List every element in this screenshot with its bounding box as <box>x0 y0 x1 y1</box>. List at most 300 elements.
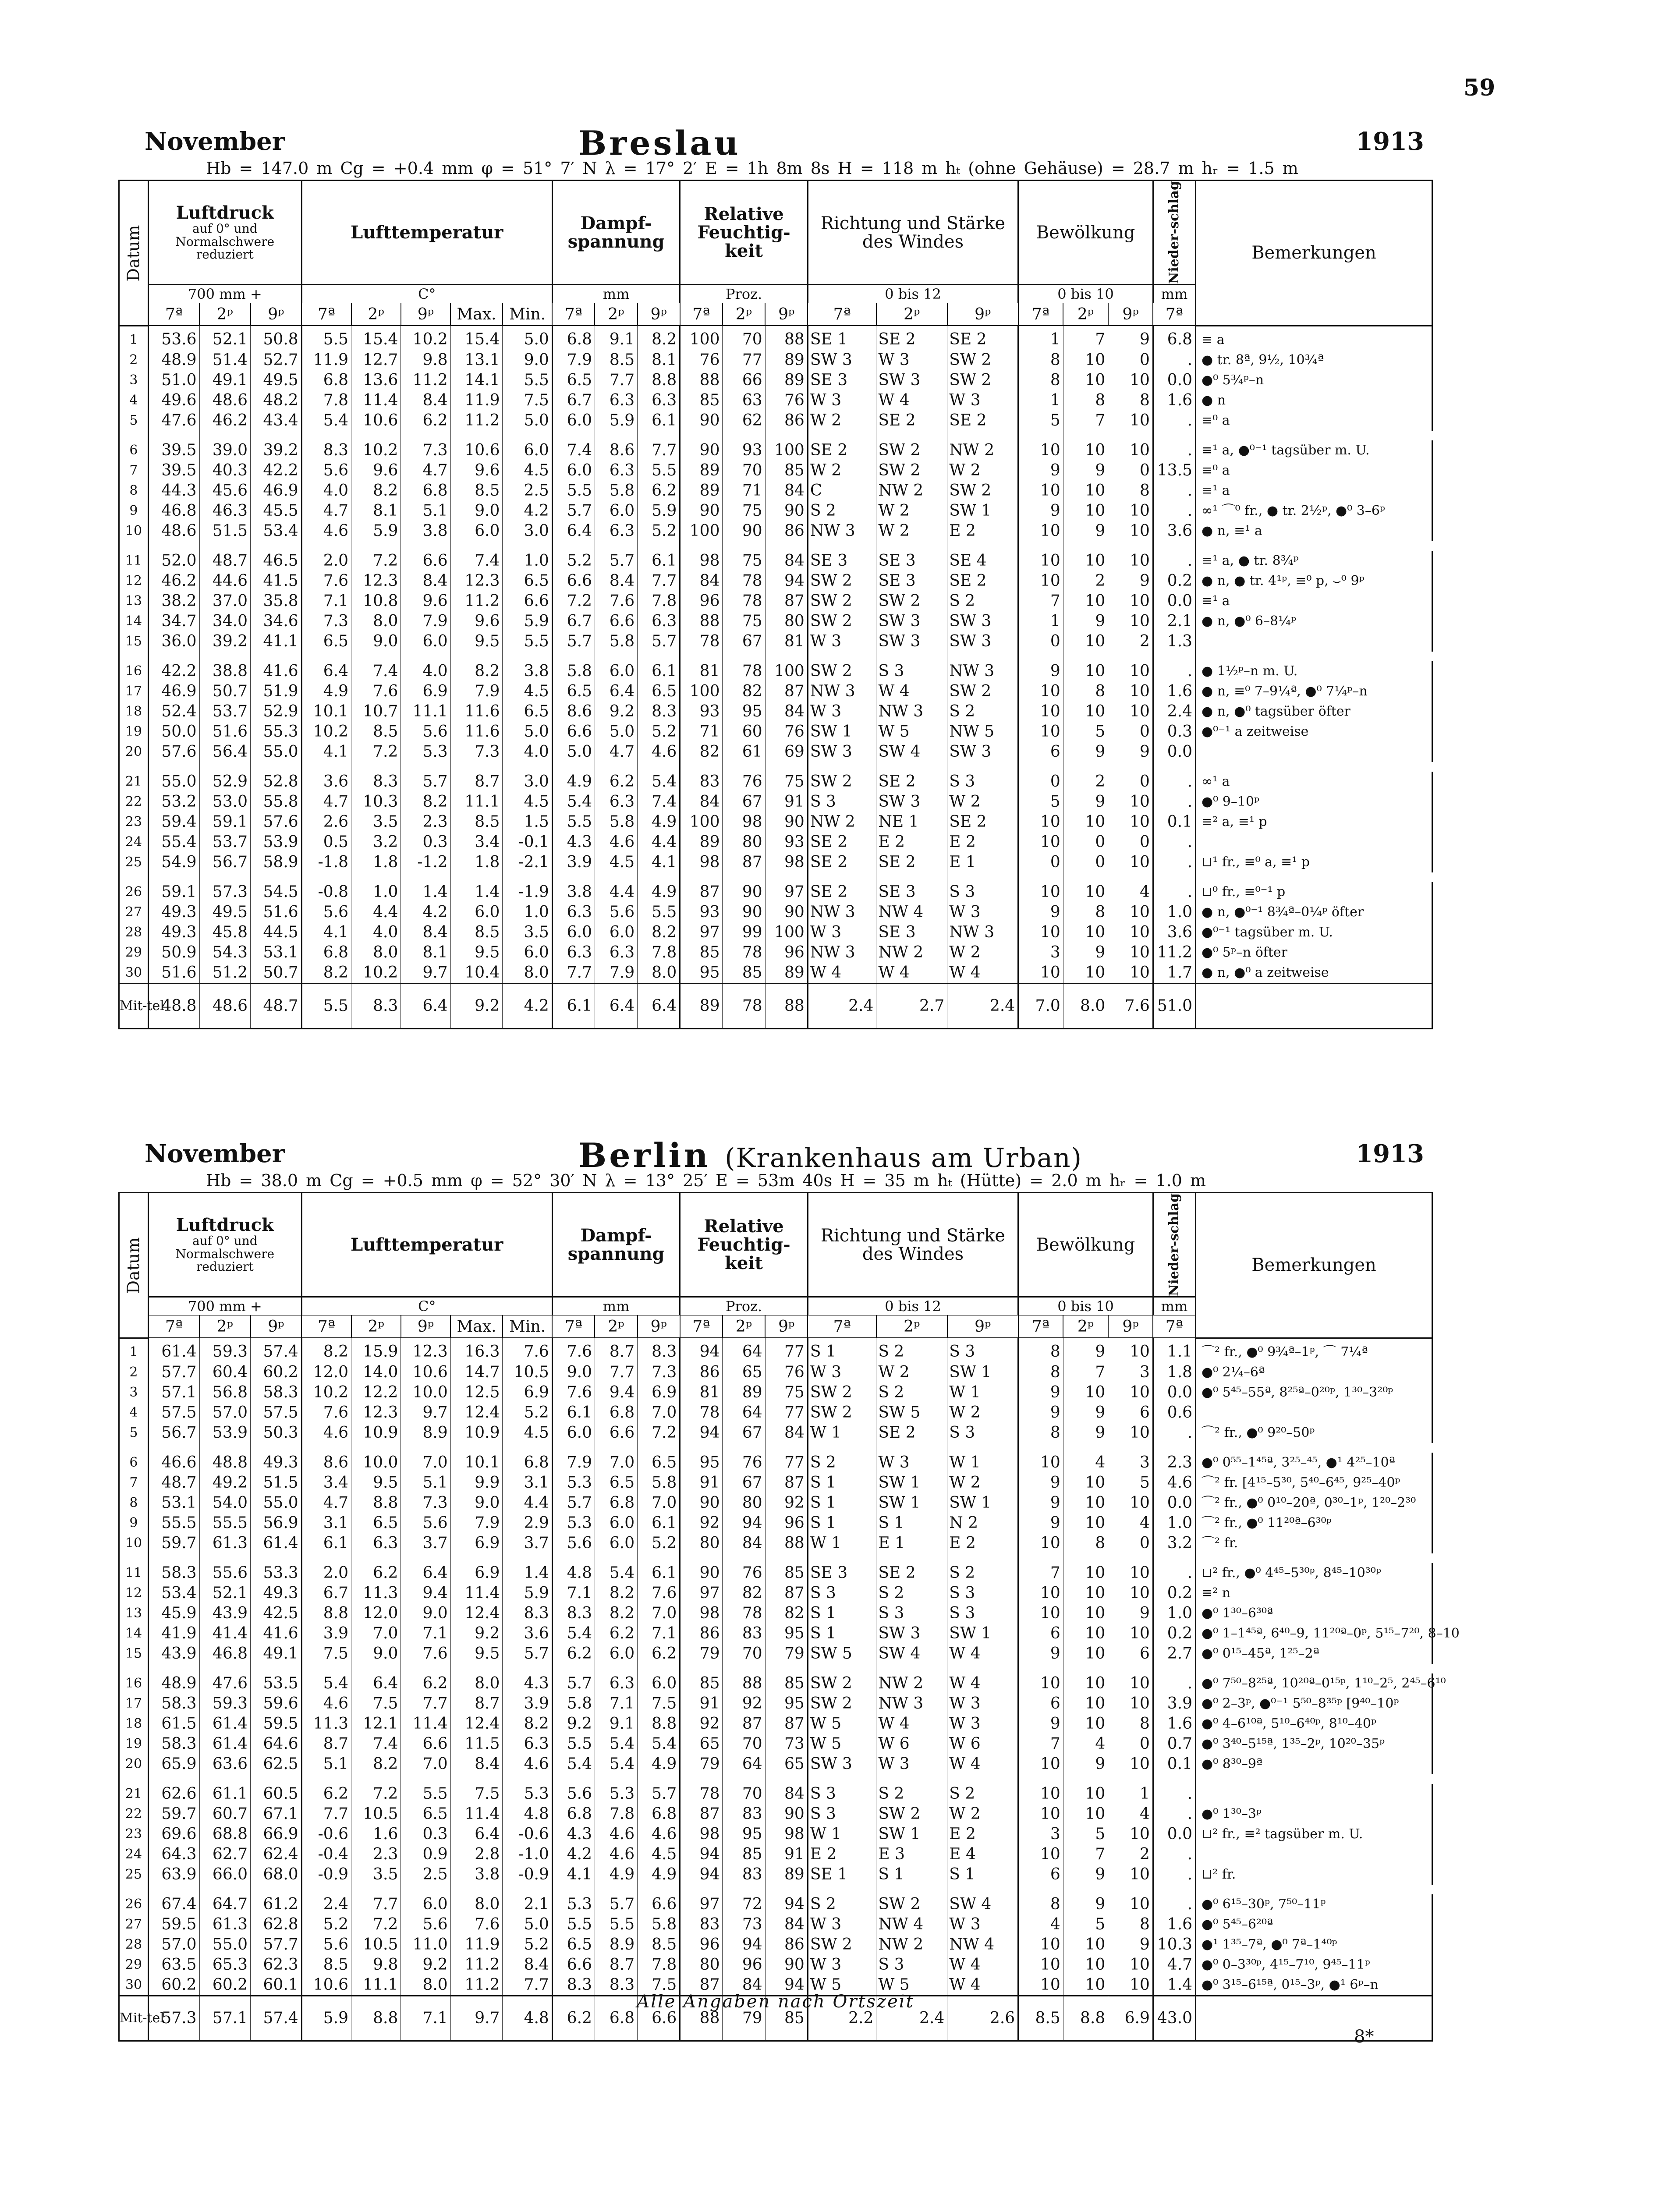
gap-cell <box>638 1443 680 1453</box>
luftdruck-subtitle: auf 0° und Normalschwere reduziert <box>175 1234 275 1274</box>
gap-cell <box>876 1885 947 1894</box>
value-cell: 86 <box>765 1935 808 1955</box>
value-cell: 91 <box>680 1694 723 1714</box>
value-cell: SW 3 <box>876 370 947 390</box>
value-cell: 90 <box>680 1563 723 1583</box>
day-cell: 12 <box>119 571 149 591</box>
gap-cell <box>401 1664 450 1673</box>
value-cell: 3.9 <box>1153 1694 1195 1714</box>
value-cell: 5.6 <box>301 1935 351 1955</box>
value-cell: W 1 <box>947 1383 1018 1403</box>
remark-cell: ●⁰⁻¹ tagsüber m. U. <box>1196 922 1432 943</box>
value-cell: 6.0 <box>595 922 637 943</box>
value-cell: 12.4 <box>450 1603 503 1624</box>
mittel-value: 6.4 <box>401 983 450 1028</box>
value-cell: 10 <box>1018 882 1063 902</box>
value-cell: SW 2 <box>876 1894 947 1914</box>
value-cell: 6.6 <box>552 722 595 742</box>
value-cell: 12.5 <box>450 1383 503 1403</box>
value-cell: W 2 <box>947 1403 1018 1423</box>
remark-cell: ● n, ●⁰ tagsüber öfter <box>1196 702 1432 722</box>
table-row <box>119 370 1432 390</box>
value-cell: 6.0 <box>595 661 637 681</box>
gap-cell <box>552 431 595 440</box>
value-cell: 5.9 <box>351 521 401 541</box>
value-cell: 5.4 <box>301 1673 351 1694</box>
gap-cell <box>595 541 637 551</box>
table-row <box>119 1624 1432 1644</box>
gap-cell <box>552 872 595 882</box>
value-cell: 5.6 <box>401 1914 450 1935</box>
value-cell: 8.7 <box>450 772 503 792</box>
value-cell: 60.7 <box>199 1804 251 1824</box>
gap-cell <box>119 652 149 661</box>
value-cell: 7 <box>1063 1362 1108 1383</box>
gap-cell <box>148 1664 199 1673</box>
value-cell: 75 <box>765 1383 808 1403</box>
table-row <box>119 681 1432 702</box>
value-cell: 46.3 <box>199 501 251 521</box>
bewolk-header: Bewölkung <box>1018 1193 1153 1297</box>
value-cell: 0.1 <box>1153 812 1195 832</box>
value-cell: 58.3 <box>148 1563 199 1583</box>
value-cell: 3.4 <box>301 1473 351 1493</box>
gap-cell <box>552 1553 595 1563</box>
value-cell: 7.1 <box>595 1694 637 1714</box>
value-cell: 10 <box>1018 1784 1063 1804</box>
time-t2: 2ᵖ <box>199 1315 251 1338</box>
value-cell: 8.2 <box>595 1583 637 1603</box>
value-cell: 84 <box>680 792 723 812</box>
value-cell: 68.8 <box>199 1824 251 1844</box>
value-cell: 8.0 <box>351 611 401 631</box>
value-cell: 4 <box>1108 882 1153 902</box>
remark-cell: ⌒² fr., ●⁰ 11²⁰ª–6³⁰ᵖ <box>1196 1513 1432 1533</box>
value-cell: 5.0 <box>503 411 552 431</box>
value-cell: 95 <box>680 963 723 984</box>
value-cell: 7.5 <box>301 1644 351 1664</box>
value-cell: 80 <box>723 1493 765 1513</box>
value-cell: . <box>1153 792 1195 812</box>
value-cell: 9.0 <box>503 350 552 370</box>
value-cell: 4.6 <box>301 521 351 541</box>
table-row <box>119 461 1432 481</box>
remark-cell: ● n, ● tr. 4¹ᵖ, ≡⁰ p, ⌣⁰ 9ᵖ <box>1196 571 1432 591</box>
value-cell: 59.1 <box>199 812 251 832</box>
value-cell: 9.2 <box>450 1624 503 1644</box>
gap-cell <box>947 762 1018 772</box>
value-cell: 8 <box>1063 390 1108 411</box>
value-cell: 10.3 <box>1153 1935 1195 1955</box>
value-cell: 6.2 <box>301 1784 351 1804</box>
value-cell: 10 <box>1063 370 1108 390</box>
value-cell: 9.0 <box>401 1603 450 1624</box>
value-cell: 6.8 <box>638 1804 680 1824</box>
value-cell: 7.5 <box>450 1784 503 1804</box>
value-cell: E 2 <box>947 521 1018 541</box>
value-cell: . <box>1153 832 1195 852</box>
gap-cell <box>450 1553 503 1563</box>
value-cell: 50.3 <box>251 1423 302 1443</box>
value-cell: 8.4 <box>450 1754 503 1774</box>
gap-cell <box>1153 541 1195 551</box>
value-cell: NW 3 <box>808 943 876 963</box>
value-cell: 10 <box>1063 1603 1108 1624</box>
value-cell: 9.0 <box>450 501 503 521</box>
value-cell: 10 <box>1108 1423 1153 1443</box>
gap-cell <box>1018 431 1063 440</box>
value-cell: 6.5 <box>503 702 552 722</box>
value-cell: 58.3 <box>148 1734 199 1754</box>
gap-cell <box>680 541 723 551</box>
table-row <box>119 922 1432 943</box>
value-cell: 6.8 <box>595 1493 637 1513</box>
value-cell: 6.2 <box>401 1673 450 1694</box>
value-cell: 85 <box>723 963 765 984</box>
value-cell: 6.8 <box>503 1453 552 1473</box>
value-cell: 7.0 <box>351 1624 401 1644</box>
value-cell: 90 <box>765 812 808 832</box>
value-cell: 7.7 <box>552 963 595 984</box>
gap-cell <box>1153 1885 1195 1894</box>
day-cell: 17 <box>119 681 149 702</box>
gap-cell <box>552 762 595 772</box>
value-cell: 5.5 <box>301 326 351 350</box>
value-cell: SE 4 <box>947 551 1018 571</box>
value-cell: 2.0 <box>301 1563 351 1583</box>
value-cell: 6.7 <box>301 1583 351 1603</box>
value-cell: 48.7 <box>148 1473 199 1493</box>
value-cell: 64 <box>723 1338 765 1362</box>
gap-cell <box>119 1885 149 1894</box>
value-cell: 43.9 <box>148 1644 199 1664</box>
value-cell: 10.0 <box>401 1383 450 1403</box>
value-cell: 51.0 <box>148 370 199 390</box>
value-cell: 39.2 <box>199 631 251 652</box>
value-cell: 86 <box>765 521 808 541</box>
value-cell: 63.5 <box>148 1955 199 1975</box>
value-cell: 2.1 <box>503 1894 552 1914</box>
table-row <box>119 963 1432 984</box>
value-cell: . <box>1153 1423 1195 1443</box>
gap-cell <box>765 431 808 440</box>
value-cell: 0.0 <box>1153 1383 1195 1403</box>
value-cell: 50.0 <box>148 722 199 742</box>
value-cell: 67 <box>723 1473 765 1493</box>
value-cell: 6.2 <box>552 1644 595 1664</box>
value-cell: 57.1 <box>148 1383 199 1403</box>
value-cell: 47.6 <box>199 1673 251 1694</box>
value-cell: -2.1 <box>503 852 552 872</box>
value-cell: 10.2 <box>351 440 401 461</box>
value-cell: 6.4 <box>450 1824 503 1844</box>
value-cell: -1.0 <box>503 1844 552 1865</box>
value-cell: 10.6 <box>351 411 401 431</box>
table-row <box>119 1914 1432 1935</box>
day-cell: 23 <box>119 812 149 832</box>
value-cell: -0.9 <box>503 1865 552 1885</box>
value-cell: 10 <box>1108 943 1153 963</box>
value-cell: 84 <box>765 1423 808 1443</box>
gap-cell <box>1063 1553 1108 1563</box>
value-cell: -0.6 <box>503 1824 552 1844</box>
value-cell: 5.4 <box>552 1624 595 1644</box>
value-cell: 1.4 <box>450 882 503 902</box>
value-cell: 76 <box>765 390 808 411</box>
value-cell: 93 <box>680 902 723 922</box>
value-cell: SE 2 <box>947 411 1018 431</box>
value-cell: 10 <box>1018 521 1063 541</box>
value-cell: 91 <box>765 792 808 812</box>
value-cell: 10 <box>1108 902 1153 922</box>
value-cell: 8.5 <box>450 812 503 832</box>
table-row <box>119 1493 1432 1513</box>
value-cell: 50.7 <box>251 963 302 984</box>
value-cell: 8.2 <box>301 1338 351 1362</box>
value-cell: SW 1 <box>876 1824 947 1844</box>
value-cell: 10 <box>1108 611 1153 631</box>
time-t9: 9ᵖ <box>401 303 450 326</box>
remark-cell: ⌒² fr., ●⁰ 9²⁰–50ᵖ <box>1196 1423 1432 1443</box>
value-cell: 13.6 <box>351 370 401 390</box>
value-cell: 3.6 <box>503 1624 552 1644</box>
table-row <box>119 1955 1432 1975</box>
value-cell: 10.9 <box>351 1423 401 1443</box>
value-cell: 5.5 <box>552 1914 595 1935</box>
value-cell: SE 3 <box>876 571 947 591</box>
value-cell: 5.2 <box>638 1533 680 1553</box>
day-cell: 10 <box>119 521 149 541</box>
day-cell: 28 <box>119 1935 149 1955</box>
gap-cell <box>401 1885 450 1894</box>
value-cell: 9.1 <box>595 1714 637 1734</box>
gap-cell <box>876 872 947 882</box>
gap-cell <box>251 652 302 661</box>
gap-cell <box>1153 1664 1195 1673</box>
value-cell: SW 2 <box>808 661 876 681</box>
remark-cell: ≡¹ a <box>1196 591 1432 611</box>
gap-cell <box>808 762 876 772</box>
value-cell: 53.9 <box>251 832 302 852</box>
value-cell: 0.0 <box>1153 1824 1195 1844</box>
value-cell: 91 <box>765 1844 808 1865</box>
gap-cell <box>351 872 401 882</box>
remark-cell: ●⁰ 4–6¹⁰ª, 5¹⁰–6⁴⁰ᵖ, 8¹⁰–40ᵖ <box>1196 1714 1432 1734</box>
wind-header: Richtung und Stärke des Windes <box>808 181 1018 285</box>
table-row <box>119 631 1432 652</box>
time-t7: 7ª <box>552 1315 595 1338</box>
table-row <box>119 1583 1432 1603</box>
value-cell: 81 <box>765 631 808 652</box>
remark-cell: ●⁰ 1³⁰–3ᵖ <box>1196 1804 1432 1824</box>
value-cell: 65.3 <box>199 1955 251 1975</box>
value-cell: 4.4 <box>638 832 680 852</box>
value-cell: 10 <box>1063 481 1108 501</box>
value-cell: 3.6 <box>1153 521 1195 541</box>
value-cell: 6.3 <box>503 1734 552 1754</box>
day-cell: 20 <box>119 1754 149 1774</box>
value-cell: 7.3 <box>638 1362 680 1383</box>
value-cell: 60.2 <box>199 1975 251 1996</box>
value-cell: . <box>1153 882 1195 902</box>
gap-cell <box>450 431 503 440</box>
value-cell: 10 <box>1108 922 1153 943</box>
unit-lufttemp: C° <box>301 1297 552 1315</box>
value-cell: 6.9 <box>450 1563 503 1583</box>
value-cell: 5.6 <box>595 902 637 922</box>
value-cell: 3 <box>1018 943 1063 963</box>
gap-cell <box>301 1553 351 1563</box>
value-cell: 2.5 <box>503 481 552 501</box>
value-cell: 57.5 <box>251 1403 302 1423</box>
value-cell: 55.0 <box>148 772 199 792</box>
value-cell: 12.4 <box>450 1714 503 1734</box>
value-cell: 89 <box>680 832 723 852</box>
value-cell: 10 <box>1108 521 1153 541</box>
time-t2: 2ᵖ <box>876 303 947 326</box>
value-cell: 12.3 <box>450 571 503 591</box>
value-cell: 7 <box>1063 1844 1108 1865</box>
value-cell: 6.6 <box>401 551 450 571</box>
gap-cell <box>251 762 302 772</box>
gap-cell <box>1063 1664 1108 1673</box>
value-cell: S 3 <box>808 1804 876 1824</box>
value-cell: 10 <box>1108 1673 1153 1694</box>
value-cell: 7.7 <box>401 1694 450 1714</box>
value-cell: 73 <box>765 1734 808 1754</box>
value-cell: 8.2 <box>638 922 680 943</box>
value-cell: 6.0 <box>595 1644 637 1664</box>
value-cell: 1.7 <box>1153 963 1195 984</box>
value-cell: 41.1 <box>251 631 302 652</box>
value-cell: 5.8 <box>595 631 637 652</box>
value-cell: 61.5 <box>148 1714 199 1734</box>
value-cell: SE 2 <box>876 1563 947 1583</box>
gap-cell <box>503 762 552 772</box>
day-cell: 14 <box>119 1624 149 1644</box>
value-cell: 40.3 <box>199 461 251 481</box>
berlin-section <box>118 1136 1460 2042</box>
value-cell: 61.4 <box>199 1714 251 1734</box>
value-cell: 79 <box>680 1644 723 1664</box>
table-row <box>119 882 1432 902</box>
gap-cell <box>1196 1774 1432 1784</box>
table-row <box>119 943 1432 963</box>
value-cell: 10.6 <box>401 1362 450 1383</box>
value-cell: 16.3 <box>450 1338 503 1362</box>
value-cell: 9 <box>1063 943 1108 963</box>
time-t9: 9ᵖ <box>947 1315 1018 1338</box>
value-cell: 5.1 <box>301 1754 351 1774</box>
value-cell: 2.6 <box>301 812 351 832</box>
value-cell: 4.9 <box>638 1754 680 1774</box>
value-cell: S 3 <box>947 1583 1018 1603</box>
gap-cell <box>1018 1664 1063 1673</box>
value-cell: 3.5 <box>351 1865 401 1885</box>
value-cell: 11.1 <box>401 702 450 722</box>
wind-header: Richtung und Stärke des Windes <box>808 1193 1018 1297</box>
day-cell: 22 <box>119 1804 149 1824</box>
value-cell: 2.3 <box>401 812 450 832</box>
value-cell: SE 2 <box>876 1423 947 1443</box>
value-cell: NW 3 <box>808 681 876 702</box>
value-cell: 98 <box>765 852 808 872</box>
value-cell: S 3 <box>947 1338 1018 1362</box>
value-cell: S 2 <box>876 1583 947 1603</box>
value-cell: 46.8 <box>148 501 199 521</box>
value-cell: 4.9 <box>638 882 680 902</box>
value-cell: 6.6 <box>401 1734 450 1754</box>
value-cell: 5.4 <box>595 1563 637 1583</box>
value-cell: 10 <box>1108 591 1153 611</box>
value-cell: 48.9 <box>148 350 199 370</box>
value-cell: 80 <box>723 832 765 852</box>
value-cell: 86 <box>680 1624 723 1644</box>
table-row <box>119 611 1432 631</box>
mittel-label: Mit-tel <box>119 983 149 1028</box>
value-cell: 6.5 <box>595 1473 637 1493</box>
value-cell: 6.3 <box>595 461 637 481</box>
value-cell: 4.0 <box>301 481 351 501</box>
value-cell: SW 2 <box>876 591 947 611</box>
value-cell: 7.1 <box>638 1624 680 1644</box>
gap-cell <box>351 1774 401 1784</box>
value-cell: 9 <box>1018 1714 1063 1734</box>
luftdruck-title: Luftdruck <box>176 202 274 223</box>
header-row <box>119 1193 1432 1297</box>
value-cell: 11.2 <box>450 591 503 611</box>
value-cell: SW 2 <box>808 772 876 792</box>
value-cell: 51.2 <box>199 963 251 984</box>
table-row <box>119 1894 1432 1914</box>
remark-cell: ● n, ≡⁰ 7–9¼ª, ●⁰ 7¼ᵖ–n <box>1196 681 1432 702</box>
value-cell: 10 <box>1063 1644 1108 1664</box>
value-cell: 5.4 <box>595 1754 637 1774</box>
value-cell: W 2 <box>808 461 876 481</box>
day-cell: 8 <box>119 481 149 501</box>
table-row <box>119 1423 1432 1443</box>
gap-cell <box>199 762 251 772</box>
value-cell: 69 <box>765 742 808 762</box>
value-cell: 7.3 <box>450 742 503 762</box>
table-row <box>119 832 1432 852</box>
gap-cell <box>503 1553 552 1563</box>
value-cell: 5.3 <box>552 1473 595 1493</box>
day-cell: 5 <box>119 1423 149 1443</box>
value-cell: 87 <box>765 591 808 611</box>
value-cell: 41.4 <box>199 1624 251 1644</box>
value-cell: 10 <box>1018 481 1063 501</box>
gap-cell <box>148 1774 199 1784</box>
value-cell: 76 <box>723 1563 765 1583</box>
value-cell: 4.5 <box>595 852 637 872</box>
value-cell: 5.8 <box>552 661 595 681</box>
value-cell: 0 <box>1108 1734 1153 1754</box>
time-t9: 9ᵖ <box>251 303 302 326</box>
value-cell: 94 <box>680 1865 723 1885</box>
value-cell: 6.2 <box>638 481 680 501</box>
value-cell: 9 <box>1018 1513 1063 1533</box>
value-cell: SE 2 <box>947 571 1018 591</box>
table-row <box>119 1935 1432 1955</box>
value-cell: 3.2 <box>351 832 401 852</box>
value-cell: 78 <box>723 943 765 963</box>
value-cell: S 3 <box>947 1423 1018 1443</box>
value-cell: 10 <box>1063 661 1108 681</box>
day-cell: 21 <box>119 772 149 792</box>
value-cell: E 3 <box>876 1844 947 1865</box>
value-cell: 11.4 <box>401 1714 450 1734</box>
